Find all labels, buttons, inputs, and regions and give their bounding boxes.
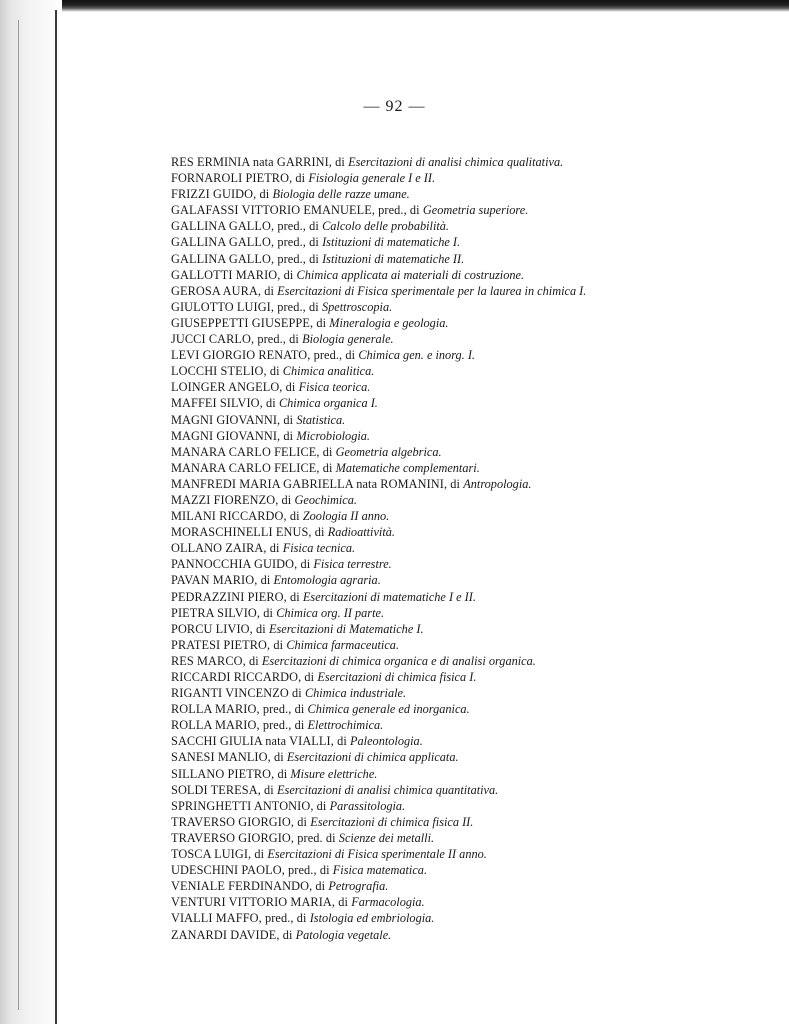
- instructor-name: LOCCHI STELIO, di: [171, 364, 283, 379]
- spine-binding-line: [55, 10, 57, 1024]
- instructor-name: PANNOCCHIA GUIDO, di: [171, 557, 314, 572]
- course-subject: Esercitazioni di Fisica sperimentale II anno.: [267, 847, 487, 862]
- course-subject: Parassitologia.: [329, 798, 406, 813]
- instructor-name: ROLLA MARIO, pred., di: [171, 718, 308, 733]
- course-subject: Chimica industriale.: [304, 686, 407, 701]
- instructor-name: GALLINA GALLO, pred., di: [171, 251, 323, 266]
- instructor-name: SACCHI GIULIA nata VIALLI, di: [171, 734, 351, 749]
- list-item: [171, 862, 771, 878]
- list-item: [171, 653, 771, 669]
- instructor-name: GIUSEPPETTI GIUSEPPE, di: [171, 315, 330, 330]
- list-item: [171, 315, 771, 331]
- instructor-name: PRATESI PIETRO, di: [171, 637, 287, 652]
- course-subject: Chimica farmaceutica.: [286, 637, 400, 652]
- course-subject: Fisica tecnica.: [282, 541, 356, 556]
- instructor-name: SPRINGHETTI ANTONIO, di: [171, 798, 330, 813]
- instructor-name: GIULOTTO LUIGI, pred., di: [171, 299, 322, 314]
- course-subject: Biologia delle razze umane.: [272, 187, 410, 202]
- list-item: [171, 379, 771, 395]
- list-item: [171, 749, 771, 765]
- instructor-name: SILLANO PIETRO, di: [171, 766, 291, 781]
- list-item: [171, 347, 771, 363]
- list-item: [171, 428, 771, 444]
- course-subject: Esercitazioni di chimica fisica II.: [310, 814, 474, 829]
- course-subject: Patologia vegetale.: [295, 927, 392, 942]
- list-item: [171, 524, 771, 540]
- instructor-name: SANESI MANLIO, di: [171, 750, 287, 765]
- list-item: [171, 234, 771, 250]
- list-item: [171, 251, 771, 267]
- course-subject: Farmacologia.: [351, 895, 425, 910]
- list-item: [171, 846, 771, 862]
- course-subject: Geometria algebrica.: [335, 444, 442, 459]
- course-subject: Elettrochimica.: [307, 718, 384, 733]
- list-item: [171, 186, 771, 202]
- list-item: [171, 814, 771, 830]
- list-item: [171, 540, 771, 556]
- instructor-name: ROLLA MARIO, pred., di: [171, 702, 308, 717]
- list-item: [171, 154, 771, 170]
- list-item: [171, 460, 771, 476]
- list-item: [171, 894, 771, 910]
- list-item: [171, 589, 771, 605]
- instructor-name: GALLINA GALLO, pred., di: [171, 235, 323, 250]
- instructor-name: ZANARDI DAVIDE, di: [171, 927, 296, 942]
- instructor-name: GALLINA GALLO, pred., di: [171, 219, 323, 234]
- instructor-name: MORASCHINELLI ENUS, di: [171, 525, 328, 540]
- course-subject: Chimica generale ed inorganica.: [307, 702, 470, 717]
- instructor-name: MAGNI GIOVANNI, di: [171, 428, 297, 443]
- instructor-name: RIGANTI VINCENZO di: [171, 686, 305, 701]
- instructor-name: LOINGER ANGELO, di: [171, 380, 299, 395]
- instructor-name: RICCARDI RICCARDO, di: [171, 670, 318, 684]
- instructor-name: MANARA CARLO FELICE, di: [171, 460, 336, 475]
- instructor-name: MAGNI GIOVANNI, di: [171, 412, 297, 427]
- course-subject: Matematiche complementari.: [335, 460, 480, 475]
- instructor-name: MANFREDI MARIA GABRIELLA nata ROMANINI, di: [171, 476, 464, 491]
- instructor-name: GEROSA AURA, di: [171, 283, 278, 298]
- instructor-name: JUCCI CARLO, pred., di: [171, 332, 303, 347]
- list-item: [171, 395, 771, 411]
- list-item: [171, 637, 771, 653]
- book-spine-shadow: [0, 0, 62, 1024]
- list-item: [171, 830, 771, 846]
- list-item: [171, 331, 771, 347]
- course-subject: Esercitazioni di analisi chimica quantitativa.: [277, 782, 499, 797]
- instructor-name: LEVI GIORGIO RENATO, pred., di: [171, 348, 359, 363]
- instructor-name: GALAFASSI VITTORIO EMANUELE, pred., di: [171, 203, 423, 218]
- course-subject: Fisiologia generale I e II.: [308, 171, 436, 186]
- instructor-name: PEDRAZZINI PIERO, di: [171, 589, 303, 604]
- course-subject: Zoologia II anno.: [302, 509, 390, 524]
- list-item: [171, 878, 771, 894]
- course-subject: Entomologia agraria.: [273, 573, 381, 588]
- list-item: [171, 492, 771, 508]
- list-item: [171, 669, 771, 685]
- list-item: [171, 766, 771, 782]
- instructor-name: VENIALE FERDINANDO, di: [171, 879, 329, 894]
- list-item: [171, 717, 771, 733]
- instructor-name: UDESCHINI PAOLO, pred., di: [171, 863, 333, 878]
- course-subject: Esercitazioni di chimica applicata.: [286, 750, 459, 765]
- course-subject: Fisica teorica.: [298, 380, 371, 395]
- course-subject: Antropologia.: [463, 476, 532, 491]
- instructor-name: GALLOTTI MARIO, di: [171, 267, 297, 282]
- course-subject: Esercitazioni di chimica fisica I.: [317, 670, 477, 684]
- instructor-name: MAFFEI SILVIO, di: [171, 396, 279, 411]
- list-item: [171, 782, 771, 798]
- course-subject: Esercitazioni di analisi chimica qualitativa.: [348, 155, 564, 169]
- instructor-name: VENTURI VITTORIO MARIA, di: [171, 895, 352, 910]
- instructor-name: PORCU LIVIO, di: [171, 621, 269, 636]
- course-subject: Microbiologia.: [296, 428, 370, 443]
- course-subject: Chimica gen. e inorg. I.: [358, 348, 476, 363]
- course-subject: Misure elettriche.: [290, 766, 378, 781]
- list-item: [171, 412, 771, 428]
- course-subject: Geometria superiore.: [422, 203, 529, 218]
- instructor-name: OLLANO ZAIRA, di: [171, 541, 283, 556]
- instructor-name: VIALLI MAFFO, pred., di: [171, 911, 310, 926]
- course-subject: Radioattività.: [327, 525, 395, 540]
- course-subject: Istologia ed embriologia.: [309, 911, 435, 926]
- instructor-name: TOSCA LUIGI, di: [171, 847, 268, 862]
- list-item: [171, 910, 771, 926]
- spine-fold-line: [18, 20, 19, 1010]
- list-item: [171, 170, 771, 186]
- list-item: [171, 572, 771, 588]
- instructor-name: MILANI RICCARDO, di: [171, 509, 303, 524]
- instructor-name: MAZZI FIORENZO, di: [171, 492, 295, 507]
- faculty-list: [171, 154, 771, 943]
- instructor-name: FRIZZI GUIDO, di: [171, 187, 273, 202]
- course-subject: Paleontologia.: [350, 734, 423, 749]
- list-item: [171, 605, 771, 621]
- list-item: [171, 218, 771, 234]
- list-item: [171, 202, 771, 218]
- list-item: [171, 701, 771, 717]
- list-item: [171, 927, 771, 943]
- instructor-name: FORNAROLI PIETRO, di: [171, 171, 309, 186]
- instructor-name: MANARA CARLO FELICE, di: [171, 444, 336, 459]
- list-item: [171, 267, 771, 283]
- list-item: [171, 556, 771, 572]
- list-item: [171, 363, 771, 379]
- course-subject: Esercitazioni di matematiche I e II.: [302, 589, 476, 604]
- instructor-name: TRAVERSO GIORGIO, pred. di: [171, 830, 339, 845]
- list-item: [171, 508, 771, 524]
- course-subject: Fisica terrestre.: [313, 557, 392, 572]
- course-subject: Petrografia.: [328, 879, 389, 894]
- list-item: [171, 444, 771, 460]
- instructor-name: PIETRA SILVIO, di: [171, 605, 277, 620]
- course-subject: Esercitazioni di chimica organica e di analisi organica.: [261, 653, 536, 668]
- course-subject: Esercitazioni di Fisica sperimentale per la laurea in chimica I.: [277, 283, 587, 298]
- course-subject: Mineralogia e geologia.: [329, 315, 449, 330]
- list-item: [171, 685, 771, 701]
- list-item: [171, 798, 771, 814]
- course-subject: Chimica org. II parte.: [276, 605, 385, 620]
- instructor-name: PAVAN MARIO, di: [171, 573, 274, 588]
- course-subject: Calcolo delle probabilità.: [322, 219, 450, 234]
- course-subject: Spettroscopia.: [321, 299, 393, 314]
- course-subject: Esercitazioni di Matematiche I.: [268, 621, 424, 636]
- course-subject: Scienze dei metalli.: [338, 830, 435, 845]
- course-subject: Chimica organica I.: [278, 396, 378, 411]
- course-subject: Statistica.: [296, 412, 346, 427]
- list-item: [171, 733, 771, 749]
- instructor-name: SOLDI TERESA, di: [171, 782, 278, 797]
- course-subject: Geochimica.: [294, 492, 357, 507]
- scan-top-edge: [0, 0, 789, 12]
- list-item: [171, 283, 771, 299]
- instructor-name: RES ERMINIA nata GARRINI, di: [171, 155, 349, 169]
- course-subject: Istituzioni di matematiche II.: [322, 251, 465, 266]
- page-number: — 92 —: [363, 98, 426, 115]
- instructor-name: TRAVERSO GIORGIO, di: [171, 814, 311, 829]
- list-item: [171, 299, 771, 315]
- instructor-name: RES MARCO, di: [171, 653, 262, 668]
- course-subject: Biologia generale.: [302, 332, 394, 347]
- list-item: [171, 476, 771, 492]
- course-subject: Fisica matematica.: [332, 863, 428, 878]
- list-item: [171, 621, 771, 637]
- course-subject: Istituzioni di matematiche I.: [322, 235, 461, 250]
- course-subject: Chimica applicata ai materiali di costruzione.: [296, 267, 525, 282]
- course-subject: Chimica analitica.: [282, 364, 375, 379]
